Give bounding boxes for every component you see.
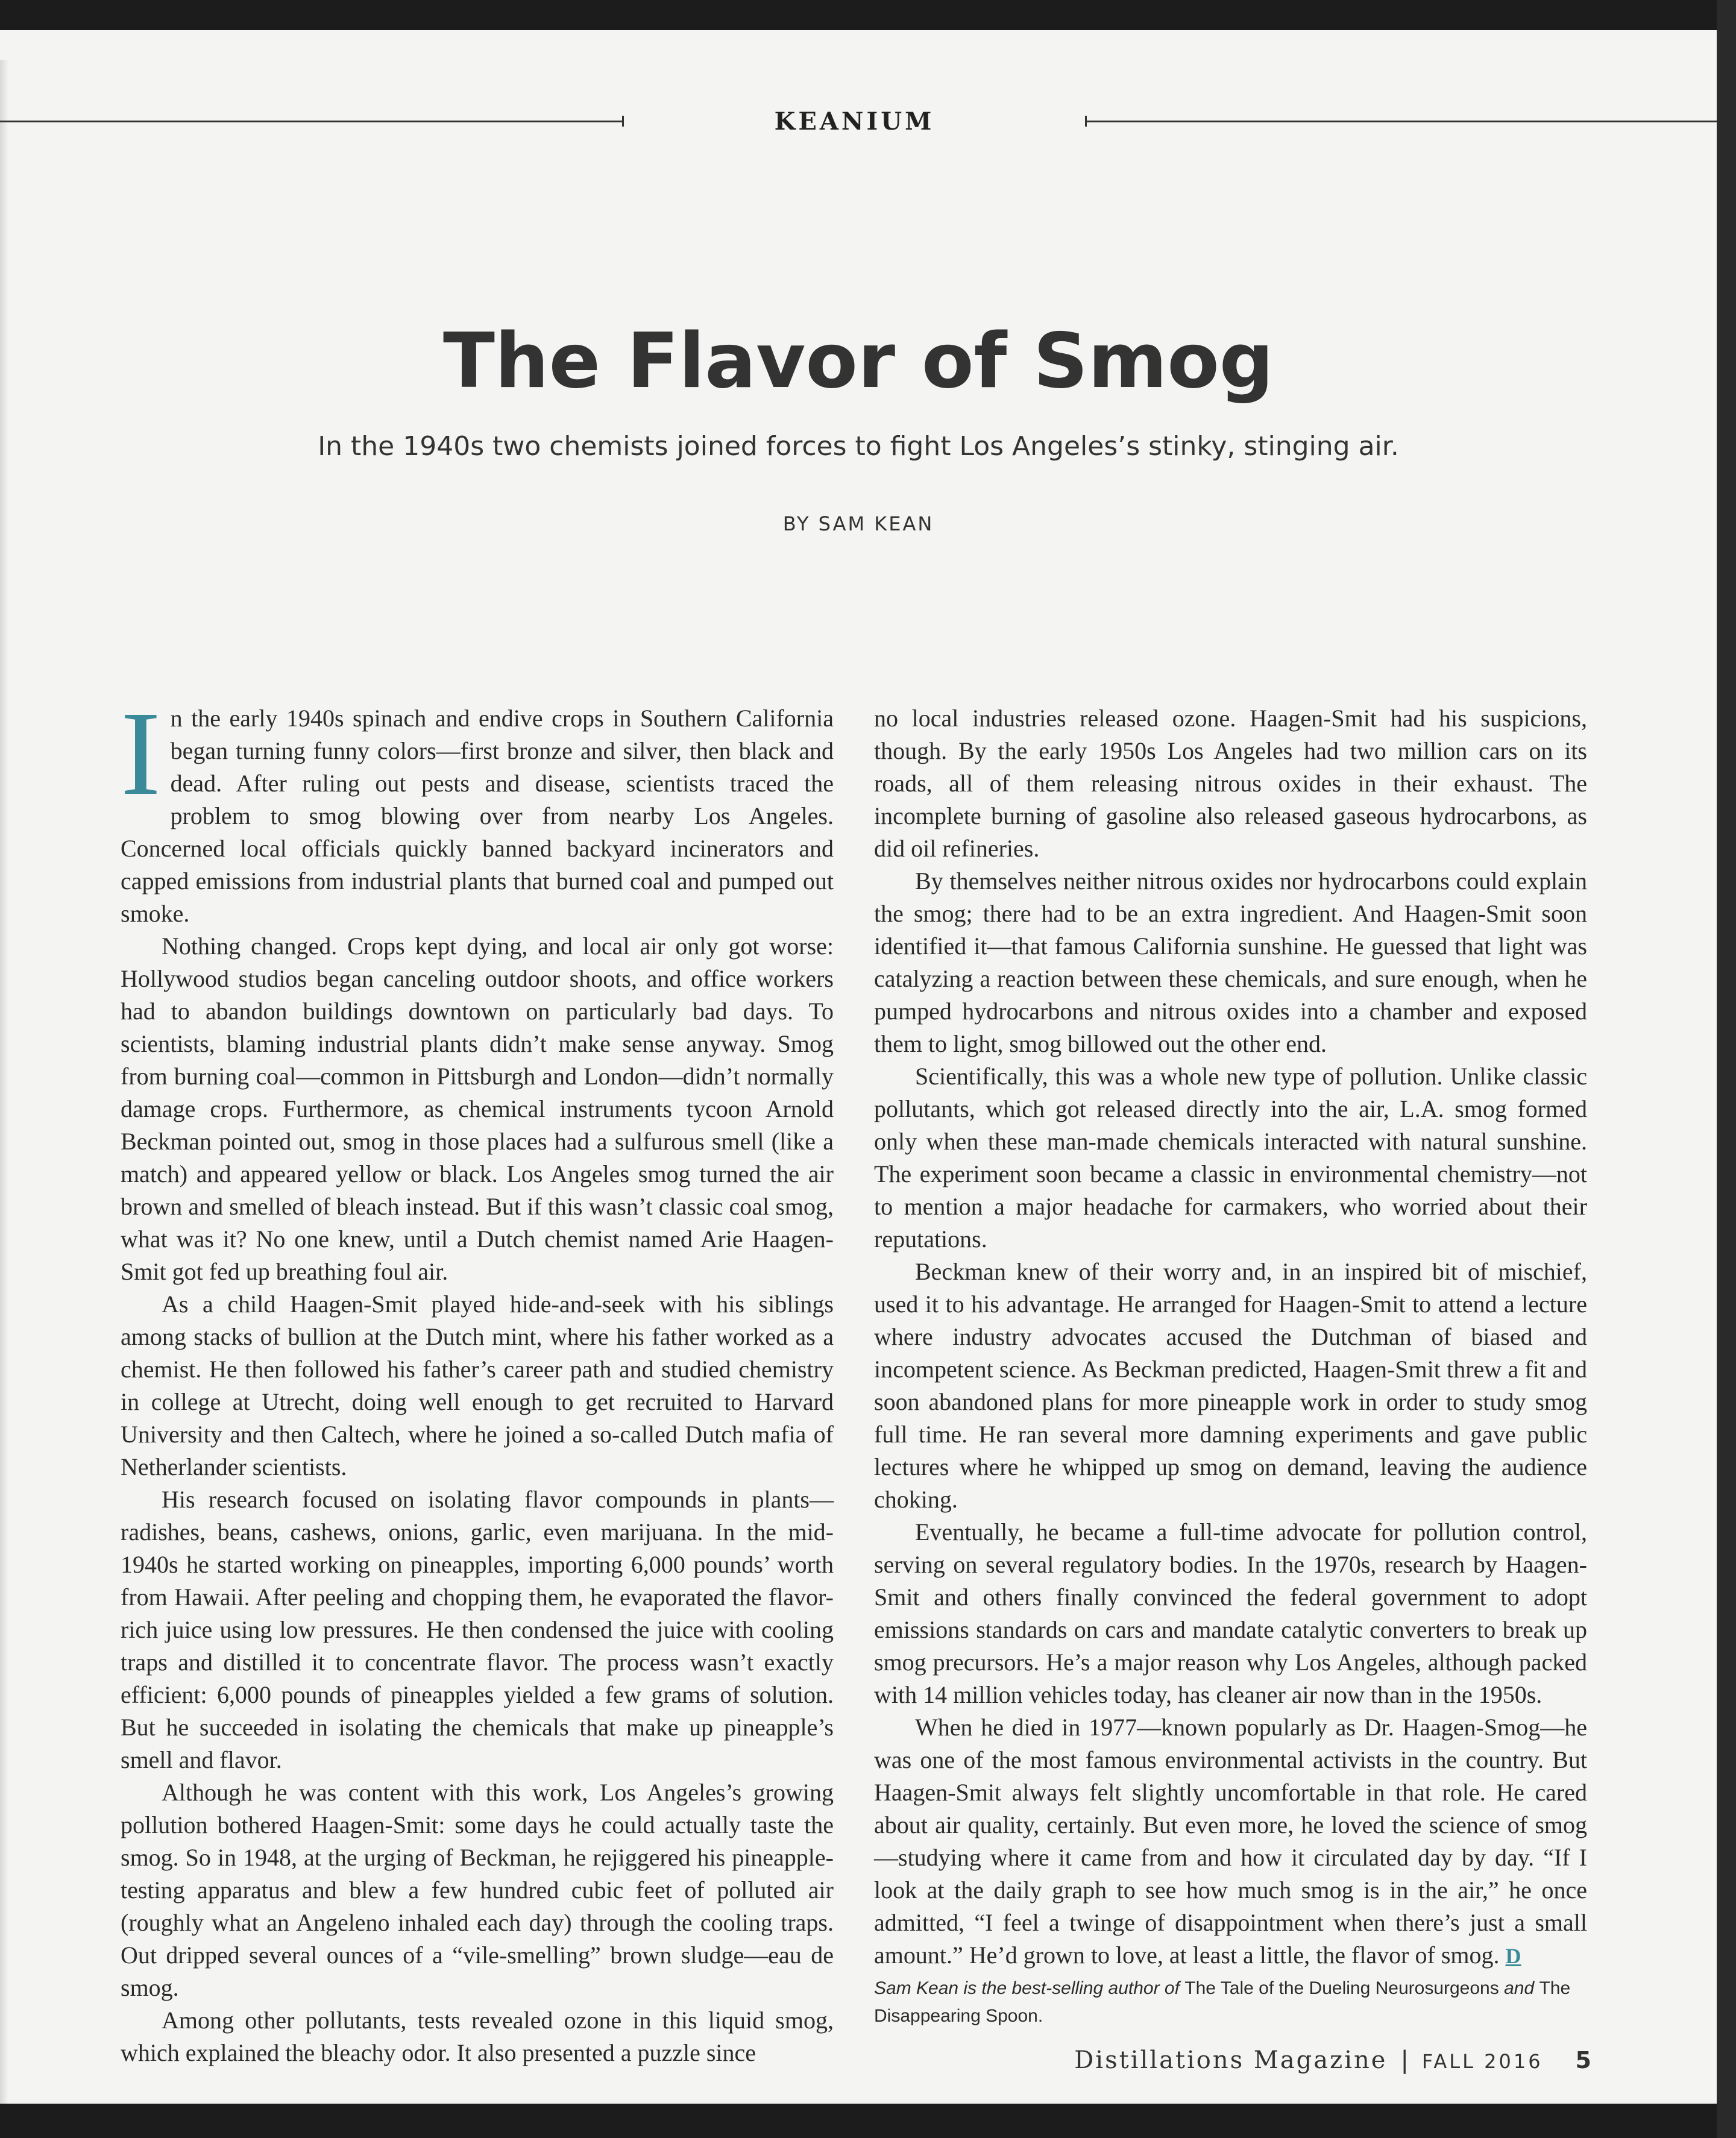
paragraph-final: When he died in 1977—known popularly as Dr. Haagen-Smog—he was one of the most famous environmental activists in the country. But Haagen-Smit always felt slightly uncomfortable in that role. He cared about air quality, certainly. But even more, he loved the science of smog—studying where it came from and how it circulated day by day. “If I look at the daily graph to see how much smog is in the air,” he once admitted, “I feel a twinge of disappointment when there’s just a small amount.” He’d grown to love, at least a little, the flavor of smog. D — [874, 1714, 1587, 1969]
magazine-page — [0, 30, 1717, 2104]
article-title: The Flavor of Smog — [442, 316, 1274, 405]
footer-issue: FALL 2016 — [1421, 2050, 1543, 2073]
article-column-right — [874, 702, 1587, 2030]
footer-magazine-name: Distillations Magazine — [1074, 2046, 1388, 2074]
section-label: KEANIUM — [774, 107, 935, 136]
end-mark-icon: D — [1505, 1944, 1521, 1968]
footer-separator: | — [1400, 2046, 1409, 2074]
paragraph: In the early 1940s spinach and endive crops in Southern California began turning funny colors—first bronze and silver, then black and dead. After ruling out pests and disease, scientists traced the problem to smog blowing over from nearby Los Angeles. Concerned local officials quickly banned backyard incinerators and capped emissions from industrial plants that burned coal and pumped out smoke. — [121, 687, 834, 927]
scan-edge-right — [1717, 0, 1736, 2138]
paragraph: His research focused on isolating flavor compounds in plants—radishes, beans, cashews, onions, garlic, even marijuana. In the mid-1940s he started working on pineapples, importing 6,000 pounds’ worth from Hawaii. After peeling and chopping them, he evaporated the flavor-rich juice using low pressures. He then condensed the juice with cooling traps and distilled it to concentrate flavor. The process wasn’t exactly efficient: 6,000 pounds of pineapples yielded a few grams of solution. But he succeeded in isolating the chemicals that make up pineapple’s smell and flavor. — [121, 1486, 834, 1773]
author-bio: Sam Kean is the best-selling author of The Tale of the Dueling Neurosurgeons and The Disappearing Spoon. — [874, 1978, 1571, 2026]
page-number: 5 — [1575, 2047, 1591, 2074]
paragraph: Beckman knew of their worry and, in an inspired bit of mischief, used it to his advantage. He arranged for Haagen-Smit to attend a lecture where industry advocates accused the Dutchman of biased and incompetent science. As Beckman predicted, Haagen-Smit threw a fit and soon abandoned plans for more pineapple work in order to study smog full time. He ran several more damning experiments and gave public lectures where he whipped up smog on demand, leaving the audience choking. — [874, 1258, 1587, 1513]
paragraph: Although he was content with this work, Los Angeles’s growing pollution bothered Haagen-Smit: some days he could actually taste the smog. So in 1948, at the urging of Beckman, he rejiggered his pineapple-testing apparatus and blew a few hundred cubic feet of polluted air (roughly what an Angeleno inhaled each day) through the cooling traps. Out dripped several ounces of a “vile-smelling” brown sludge—eau de smog. — [121, 1779, 834, 2001]
header-rule-left — [0, 121, 624, 122]
article-column-left — [121, 687, 834, 2069]
page-footer — [1025, 2046, 1591, 2074]
paragraph: By themselves neither nitrous oxides nor hydrocarbons could explain the smog; there had to be an extra ingredient. And Haagen-Smit soon identified it—that famous California sunshine. He guessed that light was catalyzing a reaction between these chemicals, and sure enough, when he pumped hydrocarbons and nitrous oxides into a chamber and exposed them to light, smog billowed out the other end. — [874, 867, 1587, 1057]
paragraph: Eventually, he became a full-time advocate for pollution control, serving on several regulatory bodies. In the 1970s, research by Haagen-Smit and others finally convinced the federal government to adopt emissions standards on cars and mandate catalytic converters to break up smog precursors. He’s a major reason why Los Angeles, although packed with 14 million vehicles today, has cleaner air now than in the 1950s. — [874, 1518, 1587, 1708]
byline: BY SAM KEAN — [782, 512, 934, 535]
article-subtitle: In the 1940s two chemists joined forces to fight Los Angeles’s stinky, stinging air. — [318, 431, 1399, 462]
paragraph: Nothing changed. Crops kept dying, and local air only got worse: Hollywood studios began canceling outdoor shoots, and office workers had to abandon buildings downtown on particularly bad days. To scientists, blaming industrial plants didn’t make sense anyway. Smog from burning coal—common in Pittsburgh and London—didn’t normally damage crops. Furthermore, as chemical instruments tycoon Arnold Beckman pointed out, smog in those places had a sulfurous smell (like a match) and appeared yellow or black. Los Angeles smog turned the air brown and smelled of bleach instead. But if this wasn’t classic coal smog, what was it? No one knew, until a Dutch chemist named Arie Haagen-Smit got fed up breathing foul air. — [121, 932, 834, 1285]
paragraph: As a child Haagen-Smit played hide-and-seek with his siblings among stacks of bullion at the Dutch mint, where his father worked as a chemist. He then followed his father’s career path and studied chemistry in college at Utrecht, doing well enough to get recruited to Harvard University and then Caltech, where he joined a so-called Dutch mafia of Netherlander scientists. — [121, 1291, 834, 1480]
drop-cap: I — [121, 687, 161, 820]
paragraph: no local industries released ozone. Haagen-Smit had his suspicions, though. By the early 1950s Los Angeles had two million cars on its roads, all of them releasing nitrous oxides in their exhaust. The incomplete burning of gasoline also released gaseous hydrocarbons, as did oil refineries. — [874, 705, 1587, 862]
header-rule-right — [1085, 121, 1717, 122]
header-rule-right-tick — [1085, 116, 1087, 127]
paragraph: Scientifically, this was a whole new type of pollution. Unlike classic pollutants, which got released directly into the air, L.A. smog formed only when these man-made chemicals interacted with natural sunshine. The experiment soon became a classic in environmental chemistry—not to mention a major headache for carmakers, who worried about their reputations. — [874, 1063, 1587, 1253]
paragraph: Among other pollutants, tests revealed ozone in this liquid smog, which explained the bleachy odor. It also presented a puzzle since — [121, 2007, 834, 2066]
